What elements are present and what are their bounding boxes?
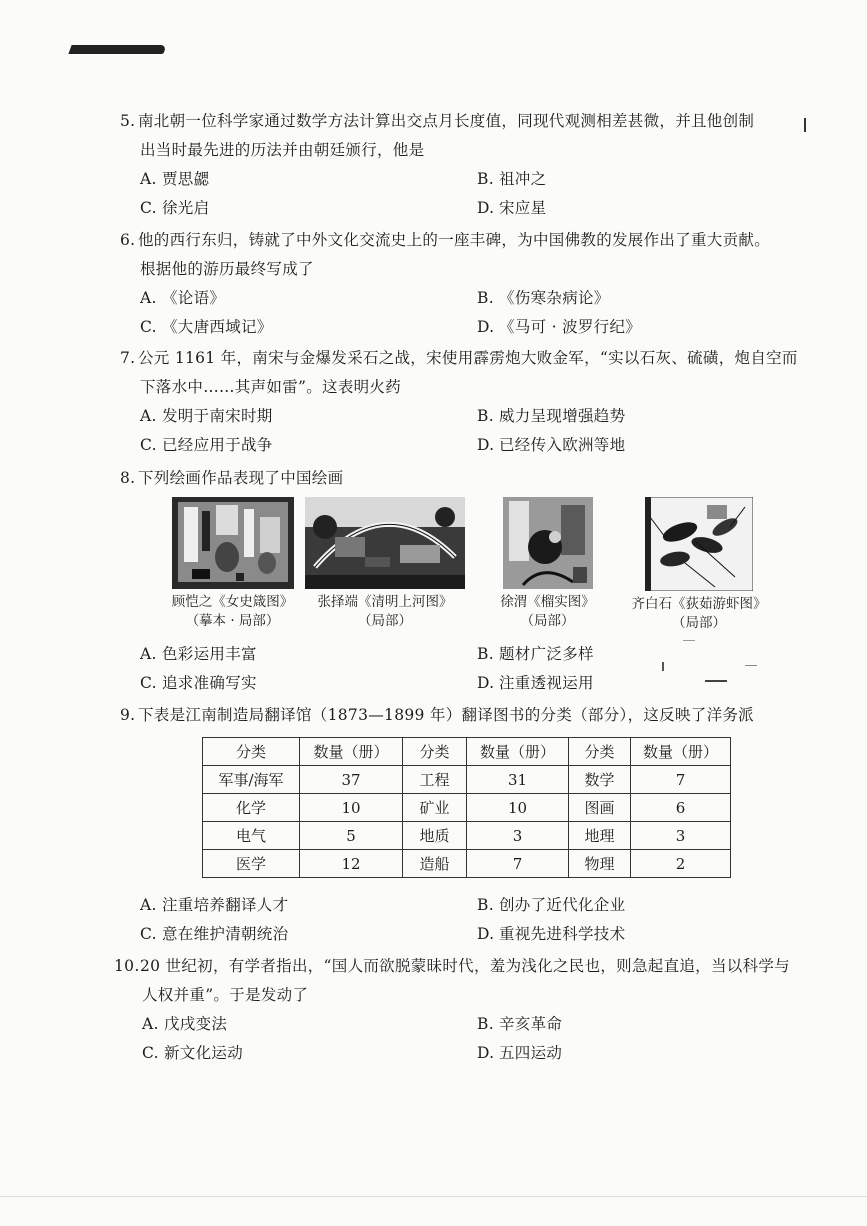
table-cell: 31 bbox=[467, 766, 569, 794]
painting-liushi bbox=[475, 497, 620, 631]
question-number: 7. bbox=[120, 349, 136, 367]
question-stem bbox=[120, 107, 810, 136]
qingming-image bbox=[305, 497, 465, 589]
option-c[interactable]: C. 徐光启 bbox=[140, 199, 210, 217]
option-a[interactable]: A. 发明于南宋时期 bbox=[140, 407, 273, 425]
question-8 bbox=[120, 464, 810, 493]
option-a[interactable]: A. 色彩运用丰富 bbox=[140, 645, 257, 663]
table-cell: 数学 bbox=[569, 766, 631, 794]
option-b[interactable]: B. 《伤寒杂病论》 bbox=[477, 289, 610, 307]
table-header: 分类 bbox=[203, 738, 300, 766]
option-row bbox=[120, 194, 810, 223]
option-a[interactable]: A. 戊戌变法 bbox=[142, 1015, 228, 1033]
table-header: 数量（册） bbox=[467, 738, 569, 766]
table-cell: 矿业 bbox=[403, 794, 467, 822]
liushi-image bbox=[503, 497, 593, 589]
table-cell: 10 bbox=[300, 794, 403, 822]
painting-caption-note: （摹本 · 局部） bbox=[185, 613, 280, 629]
scan-noise bbox=[662, 662, 664, 671]
question-number: 9. bbox=[120, 706, 136, 724]
option-row bbox=[120, 165, 810, 194]
table-cell: 2 bbox=[631, 850, 731, 878]
option-a[interactable]: A. 注重培养翻译人才 bbox=[140, 896, 289, 914]
table-cell: 3 bbox=[631, 822, 731, 850]
stem-line: 人权并重”。于是发动了 bbox=[142, 986, 309, 1004]
option-b[interactable]: B. 题材广泛多样 bbox=[477, 645, 594, 663]
question-6 bbox=[120, 226, 810, 342]
question-9 bbox=[120, 701, 810, 730]
question-stem bbox=[114, 952, 804, 981]
table-cell: 电气 bbox=[203, 822, 300, 850]
table-cell: 医学 bbox=[203, 850, 300, 878]
option-d[interactable]: D. 注重透视运用 bbox=[477, 674, 594, 692]
table-cell: 37 bbox=[300, 766, 403, 794]
table-header: 分类 bbox=[403, 738, 467, 766]
painting-caption: 徐渭《榴实图》 bbox=[500, 594, 595, 610]
xia-image bbox=[645, 497, 753, 591]
option-d[interactable]: D. 宋应星 bbox=[477, 199, 547, 217]
table-header: 分类 bbox=[569, 738, 631, 766]
question-10 bbox=[114, 952, 804, 1068]
table-row bbox=[203, 822, 731, 850]
question-5 bbox=[120, 107, 810, 223]
nushi-zhen-image bbox=[172, 497, 294, 589]
option-row bbox=[120, 669, 810, 698]
option-d[interactable]: D. 已经传入欧洲等地 bbox=[477, 436, 626, 454]
scan-noise bbox=[705, 680, 727, 682]
page-edge bbox=[0, 1196, 867, 1197]
table-header: 数量（册） bbox=[631, 738, 731, 766]
question-number: 6. bbox=[120, 231, 136, 249]
stem-line: 他的西行东归，铸就了中外文化交流史上的一座丰碑，为中国佛教的发展作出了重大贡献。 bbox=[138, 231, 771, 249]
scan-noise bbox=[745, 665, 757, 666]
option-c[interactable]: C. 新文化运动 bbox=[142, 1044, 244, 1062]
option-a[interactable]: A. 贾思勰 bbox=[140, 170, 210, 188]
question-stem bbox=[120, 464, 810, 493]
option-b[interactable]: B. 威力呈现增强趋势 bbox=[477, 407, 626, 425]
table-cell: 3 bbox=[467, 822, 569, 850]
question-9-options bbox=[120, 891, 810, 949]
table-cell: 6 bbox=[631, 794, 731, 822]
table-cell: 5 bbox=[300, 822, 403, 850]
table-cell: 地理 bbox=[569, 822, 631, 850]
option-c[interactable]: C. 已经应用于战争 bbox=[140, 436, 273, 454]
stem-line: 根据他的游历最终写成了 bbox=[140, 260, 314, 278]
table-cell: 造船 bbox=[403, 850, 467, 878]
option-b[interactable]: B. 祖冲之 bbox=[477, 170, 547, 188]
question-number: 5. bbox=[120, 112, 136, 130]
question-number: 8. bbox=[120, 469, 136, 487]
option-d[interactable]: D. 五四运动 bbox=[477, 1044, 563, 1062]
painting-caption-note: （局部） bbox=[672, 615, 726, 631]
question-stem bbox=[120, 701, 810, 730]
option-row bbox=[120, 402, 810, 431]
table-row bbox=[203, 850, 731, 878]
option-b[interactable]: B. 辛亥革命 bbox=[477, 1015, 563, 1033]
table-cell: 12 bbox=[300, 850, 403, 878]
painting-caption: 齐白石《荻茹游虾图》 bbox=[631, 596, 767, 612]
table-header-row bbox=[203, 738, 731, 766]
option-row bbox=[120, 640, 810, 669]
table-row bbox=[203, 794, 731, 822]
option-a[interactable]: A. 《论语》 bbox=[140, 289, 226, 307]
option-row bbox=[114, 1039, 804, 1068]
option-d[interactable]: D. 重视先进科学技术 bbox=[477, 925, 626, 943]
option-b[interactable]: B. 创办了近代化企业 bbox=[477, 896, 626, 914]
table-header: 数量（册） bbox=[300, 738, 403, 766]
option-row bbox=[120, 431, 810, 460]
stem-line: 下表是江南制造局翻译馆（1873—1899 年）翻译图书的分类（部分），这反映了洋务派 bbox=[138, 706, 754, 724]
question-stem bbox=[120, 226, 810, 255]
table-cell: 工程 bbox=[403, 766, 467, 794]
question-number: 10. bbox=[114, 957, 140, 975]
option-row bbox=[114, 1010, 804, 1039]
scan-noise bbox=[683, 640, 695, 641]
painting-caption: 张择端《清明上河图》 bbox=[317, 594, 453, 610]
table-cell: 物理 bbox=[569, 850, 631, 878]
option-d[interactable]: D. 《马可 · 波罗行纪》 bbox=[477, 318, 642, 336]
table-row bbox=[203, 766, 731, 794]
painting-caption-note: （局部） bbox=[358, 613, 412, 629]
stem-line: 下落水中……其声如雷”。这表明火药 bbox=[140, 378, 402, 396]
stem-line: 南北朝一位科学家通过数学方法计算出交点月长度值，同现代观测相差甚微，并且他创制 bbox=[138, 112, 755, 130]
painting-caption-note: （局部） bbox=[520, 613, 575, 629]
option-row bbox=[120, 920, 810, 949]
scan-ink-mark bbox=[68, 45, 166, 54]
translation-books-table bbox=[202, 737, 731, 878]
question-8-options bbox=[120, 640, 810, 698]
painting-qingming bbox=[300, 497, 470, 631]
option-row bbox=[120, 891, 810, 920]
table-cell: 10 bbox=[467, 794, 569, 822]
table-cell: 化学 bbox=[203, 794, 300, 822]
question-7 bbox=[120, 344, 810, 460]
table-cell: 7 bbox=[631, 766, 731, 794]
painting-nushi-zhen bbox=[140, 497, 325, 631]
table-cell: 图画 bbox=[569, 794, 631, 822]
option-row bbox=[120, 313, 810, 342]
painting-gallery bbox=[140, 497, 800, 637]
table-cell: 军事/海军 bbox=[203, 766, 300, 794]
option-c[interactable]: C. 《大唐西域记》 bbox=[140, 318, 273, 336]
stem-line: 公元 1161 年，南宋与金爆发采石之战，宋使用霹雳炮大败金军，“实以石灰、硫磺，炮自空而 bbox=[138, 349, 798, 367]
question-stem bbox=[120, 344, 810, 373]
option-c[interactable]: C. 追求准确写实 bbox=[140, 674, 257, 692]
painting-xia bbox=[614, 497, 784, 633]
option-row bbox=[120, 284, 810, 313]
option-c[interactable]: C. 意在维护清朝统治 bbox=[140, 925, 289, 943]
painting-caption: 顾恺之《女史箴图》 bbox=[171, 594, 294, 610]
stem-line: 出当时最先进的历法并由朝廷颁行，他是 bbox=[140, 141, 425, 159]
table-cell: 7 bbox=[467, 850, 569, 878]
stem-line: 20 世纪初，有学者指出，“国人而欲脱蒙昧时代，羞为浅化之民也，则急起直追，当以科学与 bbox=[140, 957, 790, 975]
stem-line: 下列绘画作品表现了中国绘画 bbox=[138, 469, 344, 487]
table-cell: 地质 bbox=[403, 822, 467, 850]
